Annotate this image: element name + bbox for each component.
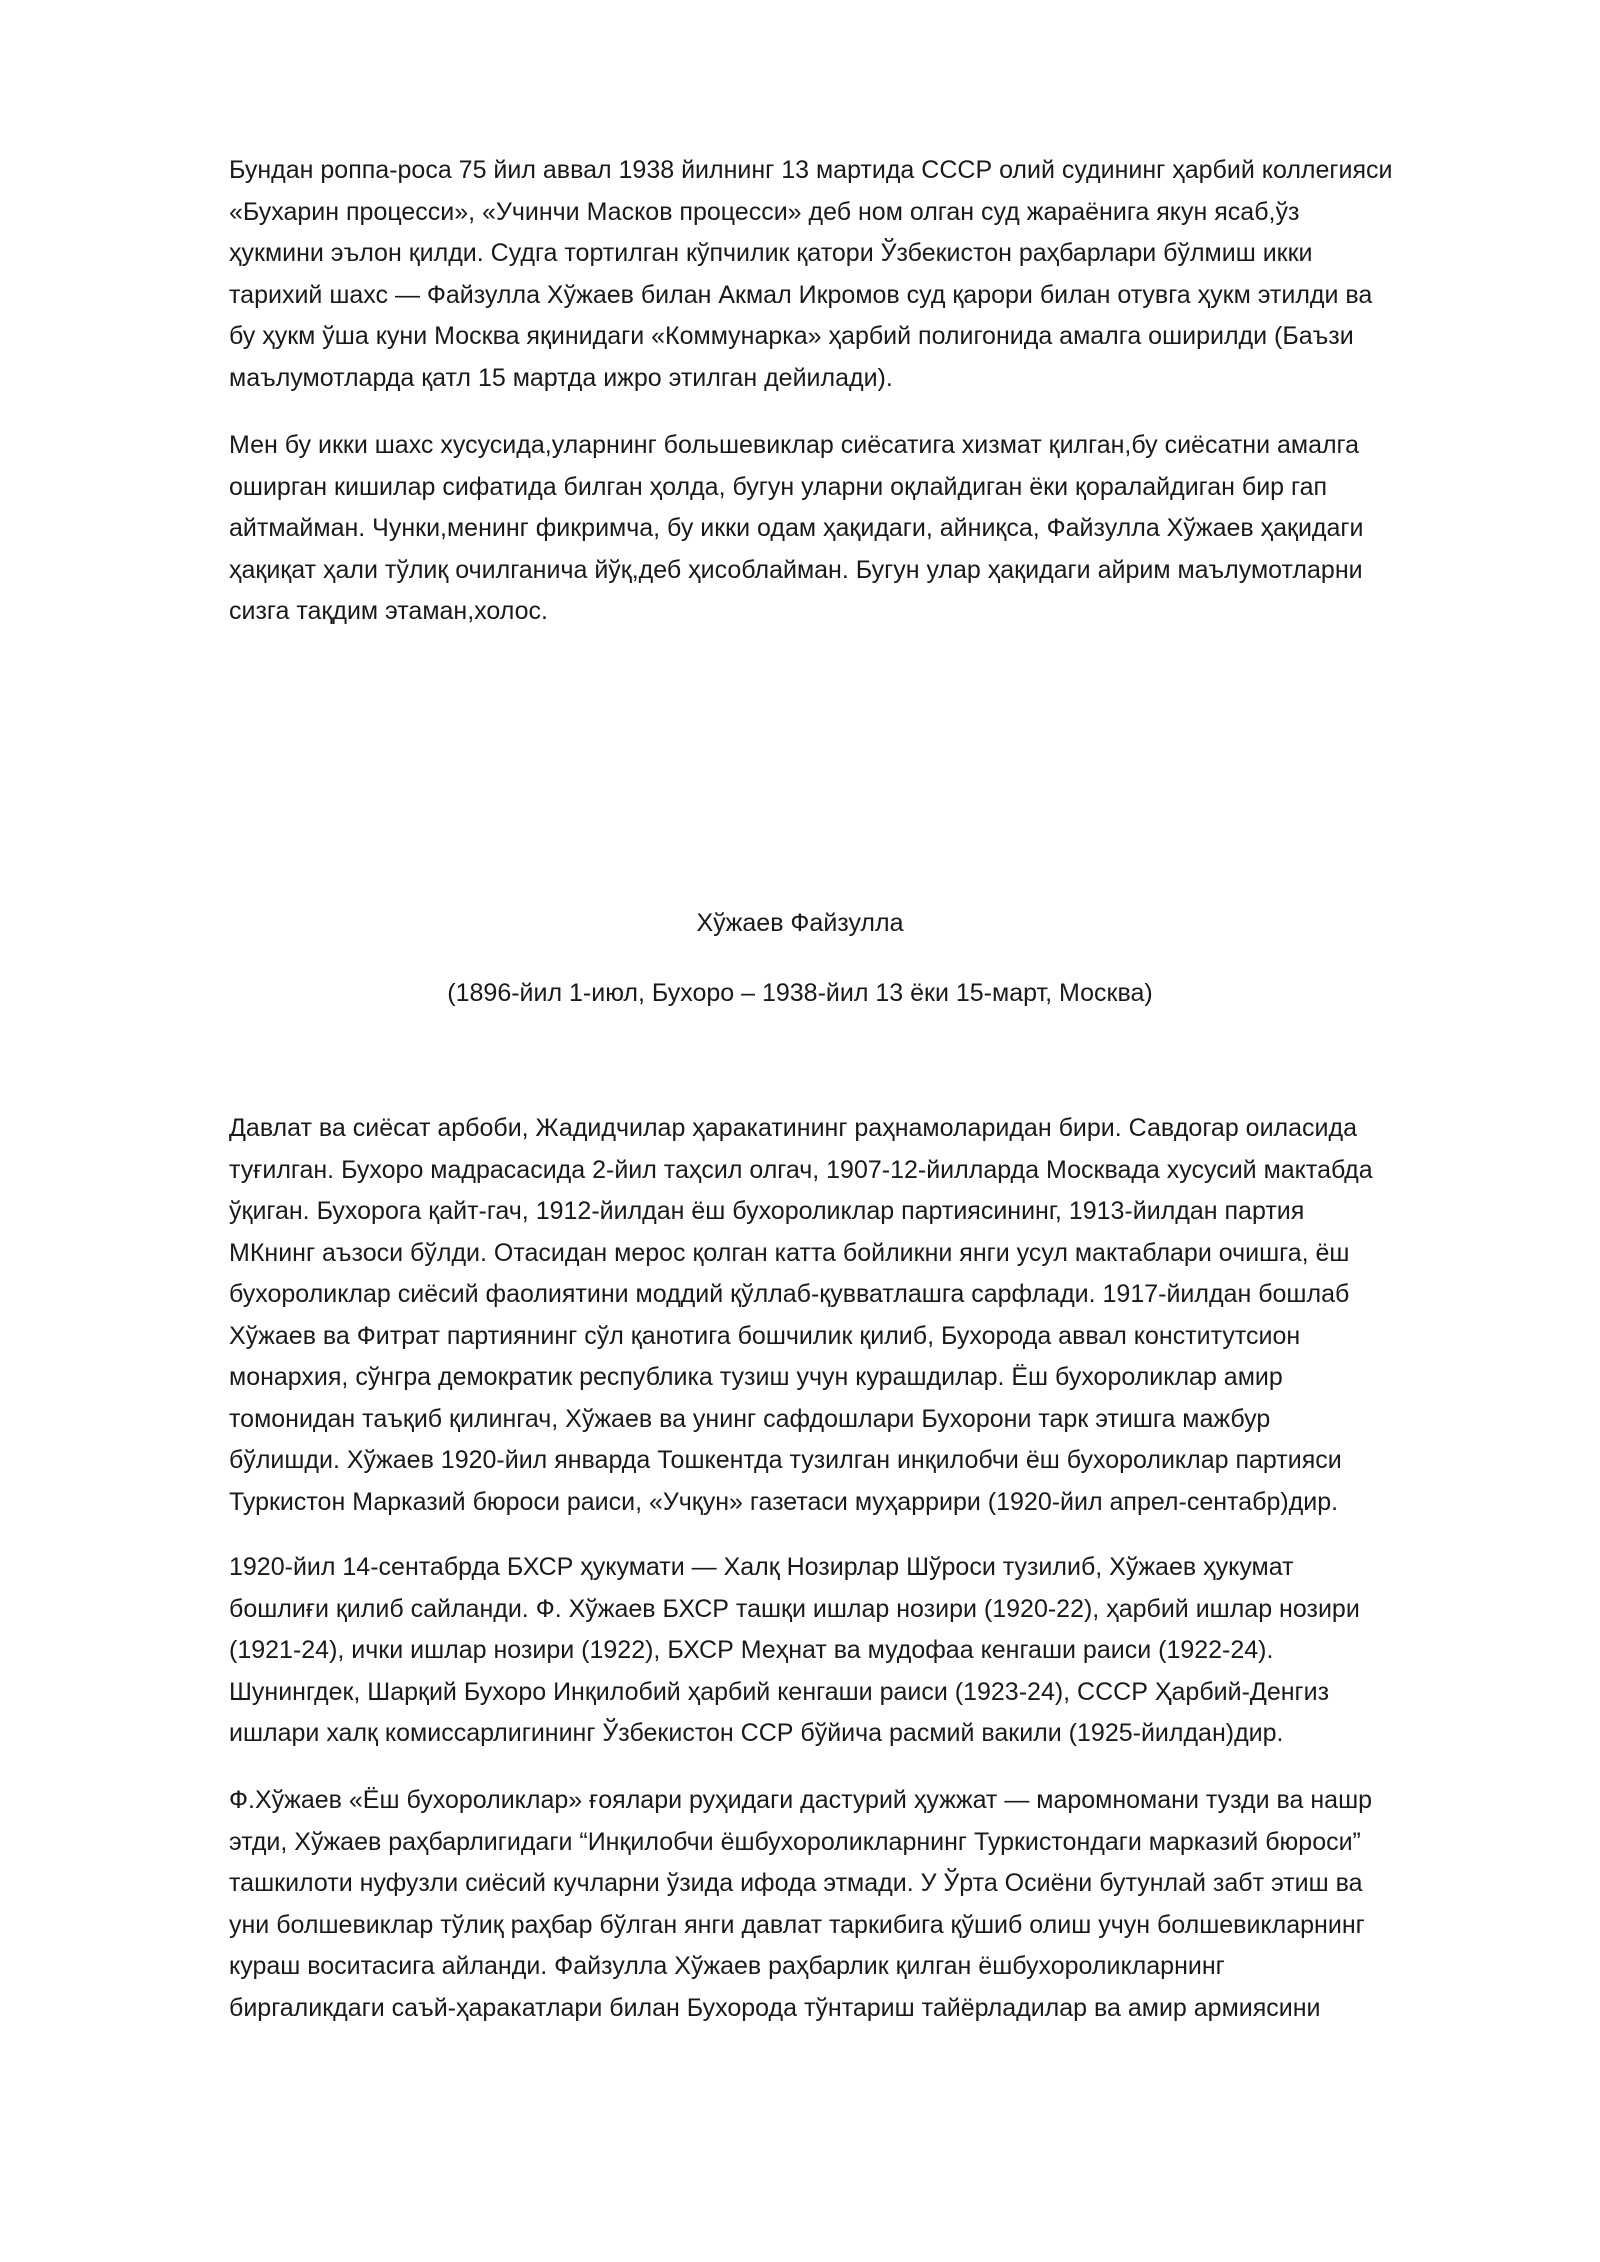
text-line: ҳақиқат ҳали тўлиқ очилганича йўқ,деб ҳисоблайман. Бугун улар ҳақидаги айрим маълумотларни [229, 555, 1363, 584]
text-line: сизга тақдим этаман,холос. [229, 597, 548, 625]
text-line: (1921-24), ички ишлар нозири (1922), БХСР Меҳнат ва мудофаа кенгаши раиси (1922-24). [229, 1636, 1274, 1664]
biography-paragraph-1 [229, 1108, 1379, 1523]
text-line: туғилган. Бухоро мадрасасида 2-йил таҳсил олгач, 1907-12-йилларда Москвада хусусий мактабда [229, 1155, 1373, 1184]
biography-dates: (1896-йил 1-июл, Бухоро – 1938-йил 13 ёки 15-март, Москва) [447, 979, 1153, 1007]
text-line: 1920-йил 14-сентабрда БХСР ҳукумати — Халқ Нозирлар Шўроси тузилиб, Хўжаев ҳукумат [229, 1553, 1294, 1581]
text-line: Давлат ва сиёсат арбоби, Жадидчилар ҳаракатининг раҳнамоларидан бири. Савдогар оиласида [229, 1114, 1357, 1142]
text-line: бошлиғи қилиб сайланди. Ф. Хўжаев БХСР ташқи ишлар нозири (1920-22), ҳарбий ишлар нозири [229, 1594, 1360, 1623]
biography-title: Хўжаев Файзулла [696, 909, 904, 937]
text-line: «Бухарин процесси», «Учинчи Масков процесси» деб ном олган суд жараёнига якун ясаб,ўз [229, 197, 1300, 226]
text-line: Туркистон Марказий бюроси раиси, «Учқун» газетаси муҳаррири (1920-йил апрел-сентабр)дир. [229, 1487, 1339, 1516]
text-line: Ф.Хўжаев «Ёш бухороликлар» ғоялари руҳидаги дастурий ҳужжат — маромномани тузди ва нашр [229, 1786, 1373, 1814]
text-line: ўқиган. Бухорога қайт-гач, 1912-йилдан ёш бухороликлар партиясининг, 1913-йилдан партия [229, 1197, 1305, 1225]
text-line: бу ҳукм ўша куни Москва яқинидаги «Коммунарка» ҳарбий полигонида амалга оширилди (Баъзи [229, 322, 1354, 350]
text-line: уни болшевиклар тўлиқ раҳбар бўлган янги давлат таркибига қўшиб олиш учун болшевикларнинг [229, 1910, 1365, 1939]
text-line: кураш воситасига айланди. Файзулла Хўжаев раҳбарлик қилган ёшбухороликларнинг [229, 1952, 1225, 1980]
text-line: Мен бу икки шахс хусусида,уларнинг большевиклар сиёсатига хизмат қилган,бу сиёсатни амалга [229, 431, 1360, 459]
text-line: томонидан таъқиб қилингач, Хўжаев ва унинг сафдошлари Бухорони тарк этишга мажбур [229, 1404, 1271, 1433]
text-line: МКнинг аъзоси бўлди. Отасидан мерос қолган катта бойликни янги усул мактаблари очишга, ёш [229, 1238, 1350, 1267]
text-line: тарихий шахс — Файзулла Хўжаев билан Акмал Икромов суд қарори билан отувга ҳукм этилди ва [229, 280, 1373, 309]
biography-paragraph-3 [229, 1780, 1379, 2029]
text-line: оширган кишилар сифатида билган ҳолда, бугун уларни оқлайдиган ёки қоралайдиган бир гап [229, 472, 1328, 501]
text-line: Шунингдек, Шарқий Бухоро Инқилобий ҳарбий кенгаши раиси (1923-24), СССР Ҳарбий-Денгиз [229, 1677, 1330, 1706]
text-line: ташкилоти нуфузли сиёсий кучларни ўзида ифода этмади. У Ўрта Осиёни бутунлай забт этиш ва [229, 1869, 1363, 1897]
text-line: биргаликдаги саъй-ҳаракатлари билан Бухорода тўнтариш тайёрладилар ва амир армиясини [229, 1993, 1321, 2022]
intro-paragraph-1 [229, 150, 1393, 399]
text-line: монархия, сўнгра демократик республика тузиш учун курашдилар. Ёш бухороликлар амир [229, 1363, 1283, 1391]
text-line: этди, Хўжаев раҳбарлигидаги “Инқилобчи ёшбухороликларнинг Туркистондаги марказий бюроси” [229, 1827, 1361, 1856]
text-line: маълумотларда қатл 15 мартда ижро этилган дейилади). [229, 363, 893, 392]
biography-paragraph-2 [229, 1547, 1379, 1755]
text-line: Хўжаев ва Фитрат партиянинг сўл қанотига бошчилик қилиб, Бухорода аввал конститутсион [229, 1321, 1301, 1350]
text-line: Бундан роппа-роса 75 йил аввал 1938 йилнинг 13 мартида СССР олий судининг ҳарбий коллегияси [229, 156, 1393, 184]
text-line: айтмайман. Чунки,менинг фикримча, бу икки одам ҳақидаги, айниқса, Файзулла Хўжаев ҳақидаги [229, 514, 1364, 542]
text-line: бухороликлар сиёсий фаолиятини моддий қўллаб-қувватлашга сарфлади. 1917-йилдан бошлаб [229, 1280, 1350, 1308]
text-line: ҳукмини эълон қилди. Судга тортилган кўпчилик қатори Ўзбекистон раҳбарлари бўлмиш икки [229, 239, 1313, 267]
text-line: ишлари халқ комиссарлигининг Ўзбекистон ССР бўйича расмий вакили (1925-йилдан)дир. [229, 1719, 1284, 1747]
text-line: бўлишди. Хўжаев 1920-йил январда Тошкентда тузилган инқилобчи ёш бухороликлар партияси [229, 1446, 1342, 1474]
intro-paragraph-2 [229, 425, 1379, 633]
